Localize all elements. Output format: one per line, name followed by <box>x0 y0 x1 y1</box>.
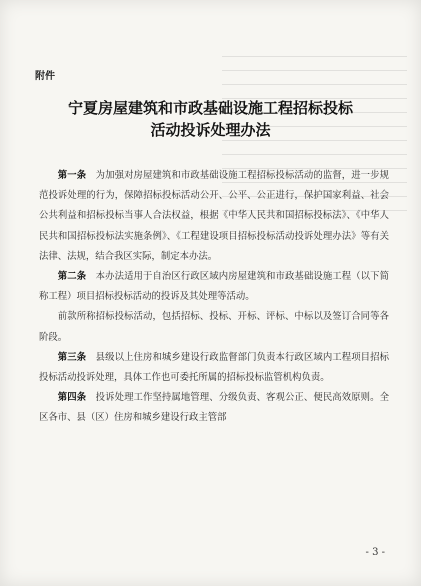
article-label: 第三条 <box>57 351 87 363</box>
article-label: 第二条 <box>57 271 87 283</box>
article-label: 第四条 <box>57 392 87 404</box>
attachment-label: 附件 <box>35 71 55 82</box>
document-body <box>39 166 389 429</box>
article-label: 第一条 <box>57 170 87 181</box>
title-line-1: 宁夏房屋建筑和市政基础设施工程招标投标 <box>67 99 353 117</box>
article-text: 为加强对房屋建筑和市政基础设施工程招标投标活动的监督，进一步规范投诉处理的行为，保障招标投标活动公开、公平、公正进行，保护国家利益、社会公共利益和招标投标当事人合法权益，根据《中华人民共和国招标投标法》、《中华人民共和国招标投标法实施条例》、《工程建设项目招标投标活动投诉处理办法》等有关法律、法规，结合我区实际，制定本办法。 <box>39 170 389 262</box>
page-number: - 3 - <box>365 547 385 558</box>
article-text: 投诉处理工作坚持属地管理、分级负责、客观公正、便民高效原则。全区各市、县（区）住房和城乡建设行政主管部 <box>39 392 389 424</box>
article-2-paragraph-2 <box>39 307 389 347</box>
article-text: 本办法适用于自治区行政区域内房屋建筑和市政基础设施工程（以下简称工程）项目招标投标活动的投诉及其处理等活动。 <box>39 271 389 303</box>
title-line-2: 活动投诉处理办法 <box>150 121 271 139</box>
document-title <box>20 97 401 141</box>
article-1 <box>39 166 389 267</box>
article-3 <box>39 348 389 388</box>
article-text: 前款所称招标投标活动，包括招标、投标、开标、评标、中标以及签订合同等各阶段。 <box>39 311 389 343</box>
article-text: 县级以上住房和城乡建设行政监督部门负责本行政区域内工程项目招标投标活动投诉处理，具体工作也可委托所属的招标投标监管机构负责。 <box>39 351 389 384</box>
article-4 <box>39 388 389 428</box>
article-2 <box>39 267 389 307</box>
